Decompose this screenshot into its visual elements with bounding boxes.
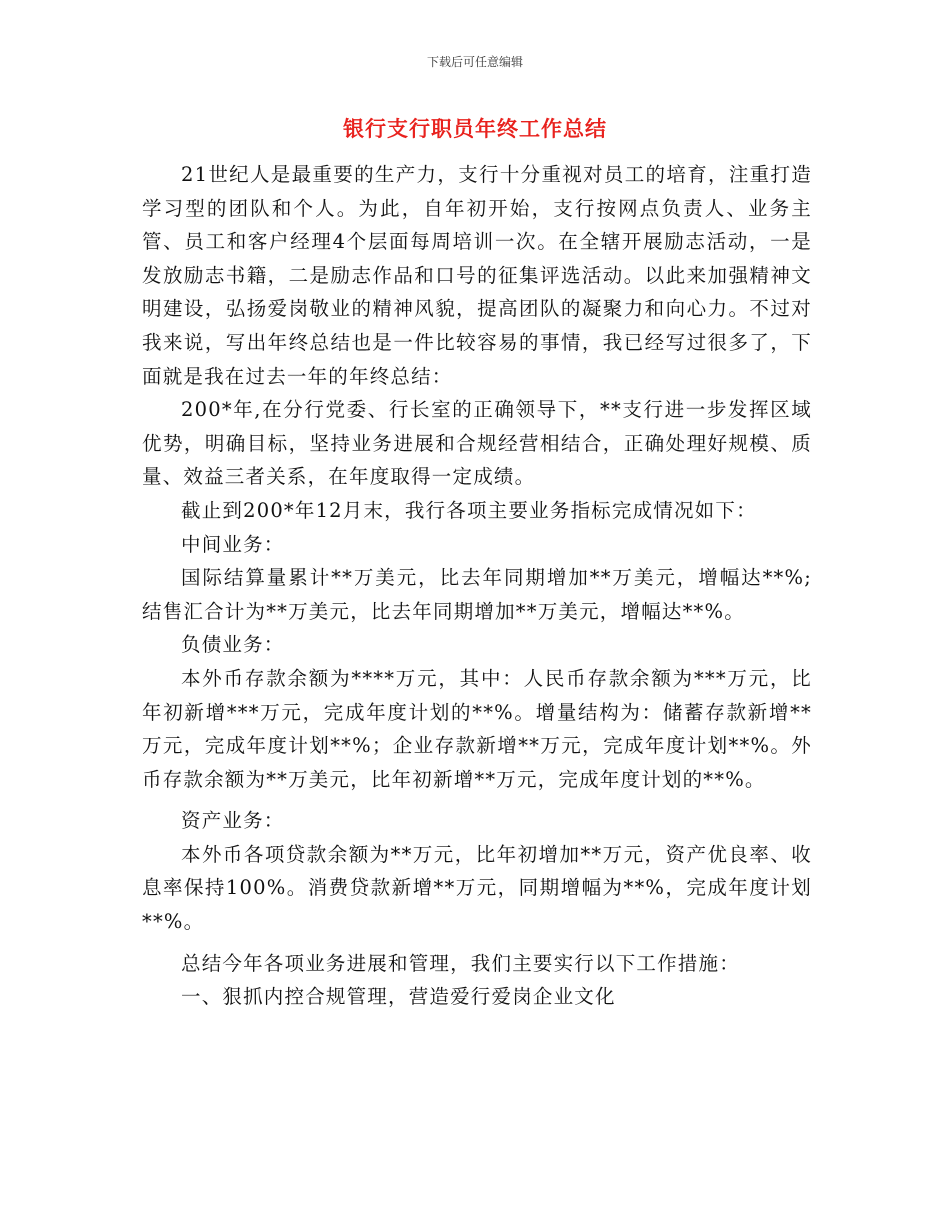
paragraph-liability-business: 本外币存款余额为****万元，其中：人民币存款余额为***万元，比年初新增***万元，完成年度计划的**%。增量结构为：储蓄存款新增**万元，完成年度计划**%；企业存款新增**万元，完成年度计划**%。外币存款余额为**万美元，比年初新增**万元，完成年度计划的**%。 xyxy=(142,666,812,791)
paragraph-measures-intro: 总结今年各项业务进展和管理，我们主要实行以下工作措施： xyxy=(181,951,740,975)
document-title: 银行支行职员年终工作总结 xyxy=(343,116,607,141)
paragraph-asset-business: 本外币各项贷款余额为**万元，比年初增加**万元，资产优良率、收息率保持100%。消费贷款新增**万元，同期增幅为**%，完成年度计划**%。 xyxy=(142,842,812,934)
heading-liability-business: 负债业务： xyxy=(181,633,285,657)
paragraph-indicators: 截止到200*年12月末，我行各项主要业务指标完成情况如下： xyxy=(181,498,757,522)
document-body xyxy=(142,158,812,1014)
heading-measure-one: 一、狠抓内控合规管理，营造爱行爱岗企业文化 xyxy=(181,985,616,1009)
heading-asset-business: 资产业务： xyxy=(181,809,285,833)
paragraph-intro: 21世纪人是最重要的生产力，支行十分重视对员工的培育，注重打造学习型的团队和个人。为此，自年初开始，支行按网点负责人、业务主管、员工和客户经理4个层面每周培训一次。在全辖开展励志活动，一是发放励志书籍，二是励志作品和口号的征集评选活动。以此来加强精神文明建设，弘扬爱岗敬业的精神风貌，提高团队的凝聚力和向心力。不过对我来说，写出年终总结也是一件比较容易的事情，我已经写过很多了，下面就是我在过去一年的年终总结： xyxy=(142,163,812,388)
paragraph-overview: 200*年,在分行党委、行长室的正确领导下，**支行进一步发挥区域优势，明确目标，坚持业务进展和合规经营相结合，正确处理好规模、质量、效益三者关系，在年度取得一定成绩。 xyxy=(142,398,812,489)
heading-intermediate-business: 中间业务： xyxy=(181,532,285,556)
paragraph-intermediate-business: 国际结算量累计**万美元，比去年同期增加**万美元，增幅达**%;结售汇合计为**万美元，比去年同期增加**万美元，增幅达**%。 xyxy=(142,566,812,623)
page-header-note: 下载后可任意编辑 xyxy=(426,55,523,69)
